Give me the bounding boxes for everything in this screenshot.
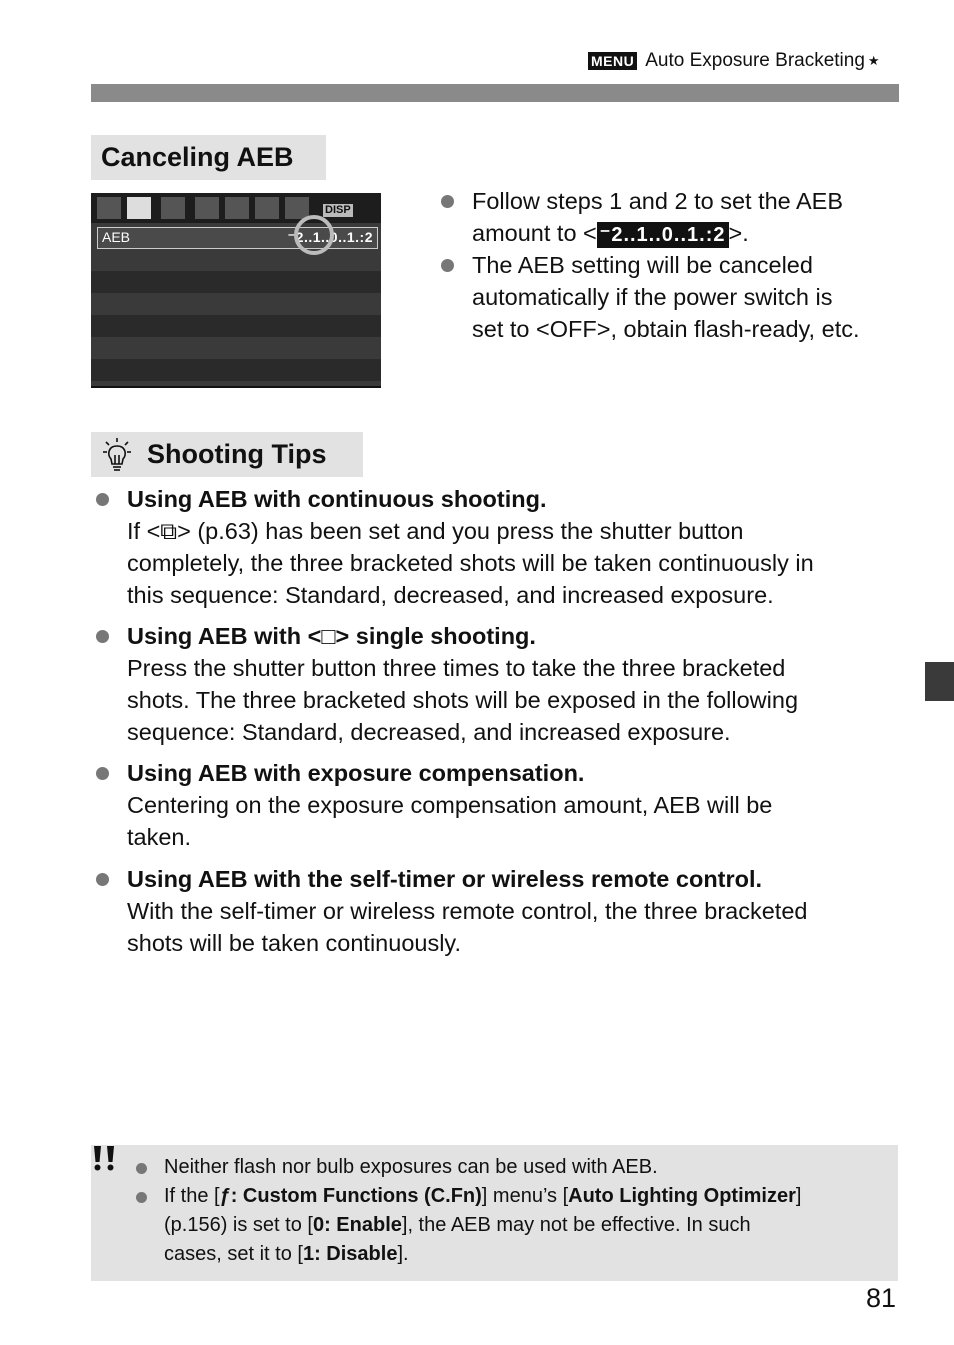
bullet-text-line: The AEB setting will be canceled	[472, 252, 813, 278]
tip-text-line: If <⧉> (p.63) has been set and you press the shutter button	[127, 518, 744, 544]
tip-text-line: sequence: Standard, decreased, and increased exposure.	[127, 719, 731, 745]
bullet-icon	[96, 873, 109, 886]
custom-functions-icon: ƒ	[219, 1185, 231, 1207]
section-title: Shooting Tips	[147, 439, 327, 469]
tip-text-line: this sequence: Standard, decreased, and increased exposure.	[127, 582, 774, 608]
tip-heading: Using AEB with exposure compensation.	[127, 760, 585, 786]
tip-text-line: shots. The three bracketed shots will be exposed in the following	[127, 687, 799, 713]
list-item	[96, 483, 896, 611]
tip-text-line: Press the shutter button three times to take the three bracketed	[127, 655, 786, 681]
lightbulb-icon	[99, 437, 135, 473]
tip-text-line: With the self-timer or wireless remote control, the three bracketed	[127, 898, 808, 924]
bullet-text-line: amount to < ⁻2..1..0..1.:2 >.	[472, 220, 749, 246]
list-item	[441, 249, 911, 345]
running-header	[588, 48, 880, 74]
header-title: Auto Exposure Bracketing	[645, 50, 865, 71]
tip-text-line: Centering on the exposure compensation amount, AEB will be	[127, 792, 773, 818]
tip-text-line: taken.	[127, 824, 192, 850]
tip-heading: Using AEB with <□> single shooting.	[127, 623, 536, 649]
note-text-line: If the [ƒ: Custom Functions (C.Fn)] menu’s [Auto Lighting Optimizer]	[164, 1185, 802, 1207]
highlight-circle	[294, 215, 334, 255]
disp-label: DISP	[325, 204, 351, 216]
list-item	[96, 863, 896, 959]
section-heading-shooting-tips	[91, 432, 363, 477]
section-heading-canceling-aeb	[91, 135, 326, 180]
bullet-icon	[96, 630, 109, 643]
tab-shooting-1-icon	[97, 197, 121, 219]
bullet-icon	[441, 259, 454, 272]
page-number: 81	[866, 1283, 897, 1313]
bullet-icon	[96, 493, 109, 506]
note-text-line: cases, set it to [1: Disable].	[164, 1243, 409, 1265]
tip-heading: Using AEB with continuous shooting.	[127, 486, 547, 512]
bullet-text-line: set to <OFF>, obtain flash-ready, etc.	[472, 316, 860, 342]
list-item	[96, 620, 896, 748]
header-rule	[91, 84, 899, 102]
section-title: Canceling AEB	[101, 142, 294, 172]
list-item	[96, 757, 896, 853]
tab-setup-3-icon	[255, 197, 279, 219]
note-item	[136, 1182, 896, 1272]
chapter-side-tab	[925, 662, 954, 701]
bullet-text-line: automatically if the power switch is	[472, 284, 833, 310]
camera-lcd-screenshot	[91, 193, 381, 388]
note-text: Neither flash nor bulb exposures can be used with AEB.	[164, 1156, 658, 1178]
bullet-icon	[96, 767, 109, 780]
bullet-icon	[441, 195, 454, 208]
note-item	[136, 1153, 891, 1182]
tab-setup-1-icon	[195, 197, 219, 219]
star-icon: ★	[867, 53, 880, 68]
aeb-row-label: AEB	[102, 229, 131, 245]
tip-heading: Using AEB with the self-timer or wireless remote control.	[127, 866, 763, 892]
tab-shooting-2-icon	[127, 197, 151, 219]
aeb-row-scale: ⁻2..1..0..1.:2	[287, 229, 373, 245]
tip-text-line: shots will be taken continuously.	[127, 930, 461, 956]
menu-tab-bar	[91, 193, 381, 223]
bullet-icon	[136, 1163, 147, 1174]
tip-text-line: completely, the three bracketed shots will be taken continuously in	[127, 550, 814, 576]
bullet-icon	[136, 1192, 147, 1203]
note-text-line: (p.156) is set to [0: Enable], the AEB may not be effective. In such	[164, 1214, 751, 1236]
menu-row-stripe	[91, 359, 381, 381]
list-item	[441, 185, 901, 249]
menu-row-stripe	[91, 271, 381, 293]
aeb-menu-row	[97, 227, 378, 249]
menu-badge: MENU	[588, 52, 637, 70]
menu-row-stripe	[91, 315, 381, 337]
caution-icon	[90, 1143, 120, 1178]
bullet-text-line: Follow steps 1 and 2 to set the AEB	[472, 188, 843, 214]
tab-playback-icon	[161, 197, 185, 219]
tab-setup-2-icon	[225, 197, 249, 219]
aeb-scale-icon: ⁻2..1..0..1.:2	[597, 222, 729, 248]
